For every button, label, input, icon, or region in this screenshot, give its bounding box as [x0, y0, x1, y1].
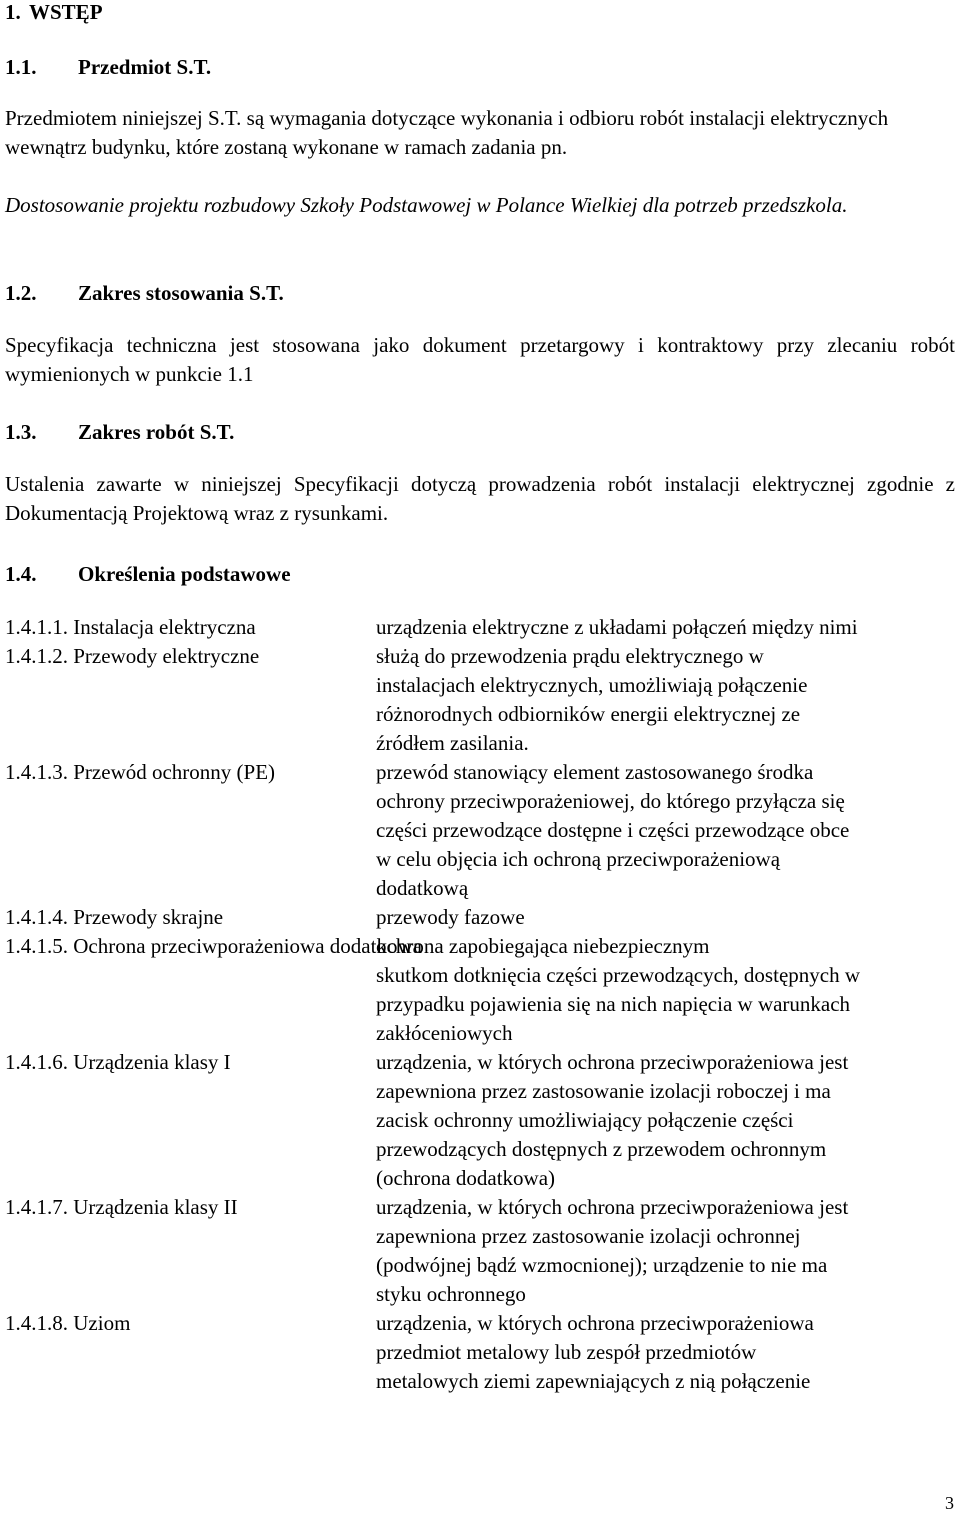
subsection-heading-1-3: [5, 418, 234, 447]
definition-description: [376, 903, 955, 932]
paragraph-text: Ustalenia zawarte w niniejszej Specyfikacji dotyczą prowadzenia robót instalacji elektrycznej zgodnie z Dokumentacją Projektową wraz z rysunkami.: [5, 472, 955, 525]
definition-line: urządzenia, w których ochrona przeciwporażeniowa jest: [376, 1050, 849, 1074]
definition-description: [376, 613, 955, 642]
definition-term: 1.4.1.6. Urządzenia klasy I: [5, 1050, 231, 1074]
definition-line: przypadku pojawienia się na nich napięcia w warunkach: [376, 992, 851, 1016]
definition-description: [376, 1309, 955, 1396]
definition-line: (ochrona dodatkowa): [376, 1166, 556, 1190]
definition-line: (podwójnej bądź wzmocnionej); urządzenie to nie ma: [376, 1253, 828, 1277]
paragraph-zakres-robot: [5, 470, 955, 528]
paragraph-task-name: [5, 191, 955, 220]
subsection-title: Przedmiot S.T.: [78, 55, 212, 79]
paragraph-zakres-stosowania: [5, 331, 955, 389]
definition-line: zacisk ochronny umożliwiający połączenie części: [376, 1108, 794, 1132]
subsection-number: 1.3.: [5, 420, 37, 444]
definition-description: [376, 932, 955, 1048]
definition-line: dodatkową: [376, 876, 469, 900]
definition-item: [5, 1048, 955, 1193]
section-title: WSTĘP: [29, 0, 103, 24]
definition-item: [5, 642, 955, 758]
subsection-title: Zakres stosowania S.T.: [78, 281, 284, 305]
subsection-heading-1-1: [5, 53, 211, 82]
definition-term: 1.4.1.7. Urządzenia klasy II: [5, 1195, 238, 1219]
definition-term: 1.4.1.1. Instalacja elektryczna: [5, 615, 256, 639]
definition-term: 1.4.1.3. Przewód ochronny (PE): [5, 760, 276, 784]
subsection-title: Określenia podstawowe: [78, 562, 291, 586]
definition-line: skutkom dotknięcia części przewodzących, dostępnych w: [376, 963, 860, 987]
definition-item: [5, 1193, 955, 1309]
definition-line: urządzenia, w których ochrona przeciwporażeniowa: [376, 1311, 814, 1335]
subsection-number: 1.1.: [5, 55, 37, 79]
subsection-number: 1.2.: [5, 281, 37, 305]
definition-description: [376, 1193, 955, 1309]
definition-line: metalowych ziemi zapewniających z nią połączenie: [376, 1369, 811, 1393]
subsection-number: 1.4.: [5, 562, 37, 586]
subsection-title: Zakres robót S.T.: [78, 420, 235, 444]
definition-line: przewodzących dostępnych z przewodem ochronnym: [376, 1137, 827, 1161]
definition-line: instalacjach elektrycznych, umożliwiają połączenie: [376, 673, 808, 697]
definition-line: przewody fazowe: [376, 905, 525, 929]
definitions-list: [5, 613, 955, 1396]
definition-term: 1.4.1.8. Uziom: [5, 1311, 131, 1335]
definition-line: urządzenia elektryczne z układami połączeń między nimi: [376, 615, 858, 639]
subsection-heading-1-2: [5, 279, 284, 308]
definition-line: przedmiot metalowy lub zespół przedmiotów: [376, 1340, 757, 1364]
definition-description: [376, 1048, 955, 1193]
definition-line: styku ochronnego: [376, 1282, 526, 1306]
definition-line: źródłem zasilania.: [376, 731, 529, 755]
definition-line: różnorodnych odbiorników energii elektrycznej ze: [376, 702, 801, 726]
definition-line: ochrona zapobiegająca niebezpiecznym: [376, 934, 710, 958]
definition-line: zakłóceniowych: [376, 1021, 513, 1045]
paragraph-text: Specyfikacja techniczna jest stosowana jako dokument przetargowy i kontraktowy przy zlecaniu robót wymienionych w punkcie 1.1: [5, 333, 955, 386]
definition-line: urządzenia, w których ochrona przeciwporażeniowa jest: [376, 1195, 849, 1219]
page-number: 3: [945, 1493, 954, 1513]
definition-line: zapewniona przez zastosowanie izolacji roboczej i ma: [376, 1079, 831, 1103]
definition-line: zapewniona przez zastosowanie izolacji ochronnej: [376, 1224, 801, 1248]
definition-line: służą do przewodzenia prądu elektrycznego w: [376, 644, 764, 668]
paragraph-przedmiot: [5, 104, 955, 162]
definition-item: [5, 758, 955, 903]
paragraph-text-italic: Dostosowanie projektu rozbudowy Szkoły Podstawowej w Polance Wielkiej dla potrzeb przedszkola.: [5, 193, 848, 217]
definition-item: [5, 932, 955, 1048]
definition-line: w celu objęcia ich ochroną przeciwporażeniową: [376, 847, 781, 871]
definition-item: [5, 613, 955, 642]
definition-line: przewód stanowiący element zastosowanego środka: [376, 760, 814, 784]
definition-item: [5, 1309, 955, 1396]
definition-term: 1.4.1.5. Ochrona przeciwporażeniowa dodatkowa: [5, 934, 422, 958]
definition-description: [376, 758, 955, 903]
definition-item: [5, 903, 955, 932]
definition-line: ochrony przeciwporażeniowej, do którego przyłącza się: [376, 789, 845, 813]
definition-line: części przewodzące dostępne i części przewodzące obce: [376, 818, 850, 842]
section-number: 1.: [5, 0, 21, 24]
definition-description: [376, 642, 955, 758]
paragraph-text: Przedmiotem niniejszej S.T. są wymagania dotyczące wykonania i odbioru robót instalacji elektrycznych wewnątrz budynku, które zostaną wykonane w ramach zadania pn.: [5, 106, 889, 159]
section-heading-wstep: [5, 0, 103, 27]
definition-term: 1.4.1.2. Przewody elektryczne: [5, 644, 260, 668]
subsection-heading-1-4: [5, 560, 291, 589]
definition-term: 1.4.1.4. Przewody skrajne: [5, 905, 224, 929]
